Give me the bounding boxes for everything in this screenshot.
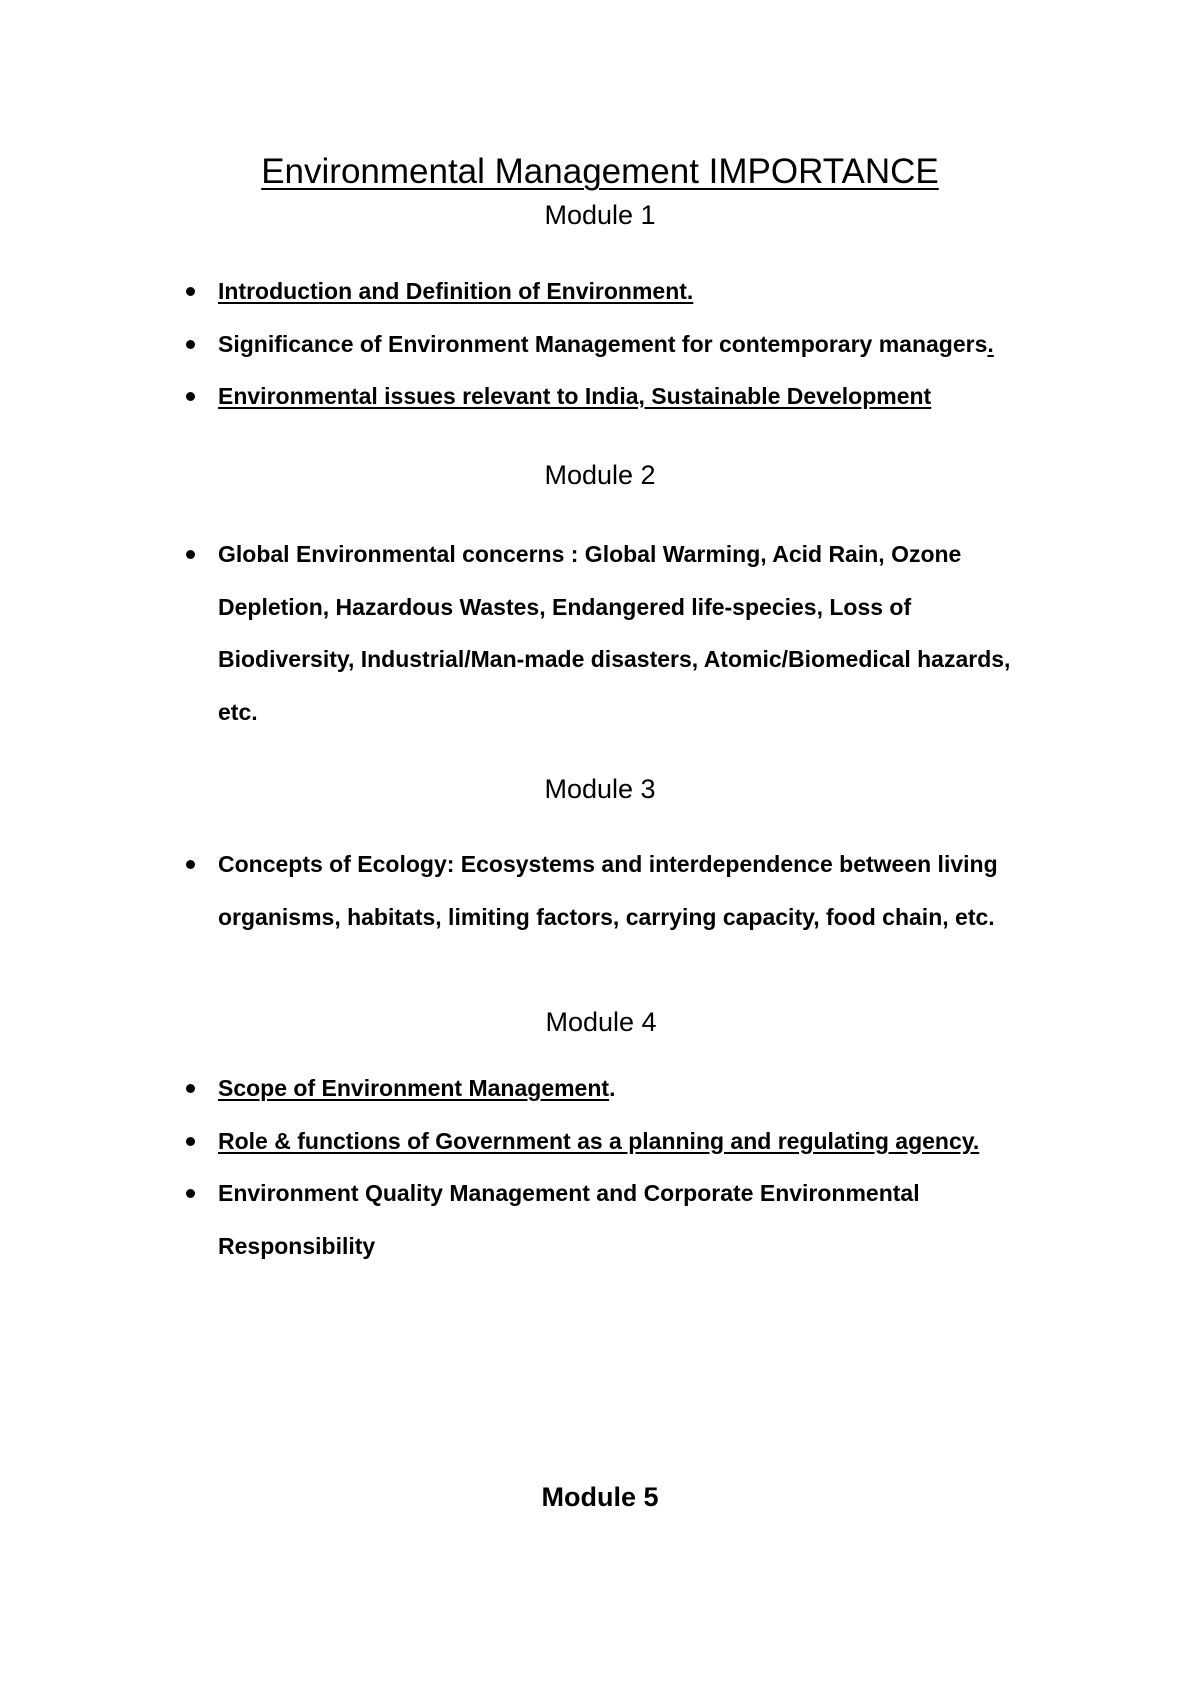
list-item-text: Introduction and Definition of Environment. [218,278,694,304]
list-item [182,1115,1062,1168]
list-item-text: Environment Quality Management and Corporate Environmental Responsibility [218,1180,920,1259]
bullet-icon [186,1189,195,1198]
document-title [0,150,1200,194]
bullet-icon [186,1084,195,1093]
list-item-text: Scope of Environment Management [218,1075,610,1101]
list-item [182,265,1102,318]
list-item [182,1167,1062,1272]
module-4-heading: Module 4 [545,1007,657,1037]
module-3-heading: Module 3 [544,774,656,804]
module-2-list [182,528,1052,738]
document-title-text: Environmental Management IMPORTANCE [261,152,939,191]
list-item-trail: . [987,330,994,357]
list-item-text: Environmental issues relevant to India, Sustainable Development [218,383,932,409]
module-5-heading: Module 5 [541,1482,659,1512]
list-item [182,528,1052,738]
bullet-icon [186,1137,195,1146]
list-item-text: Role & functions of Government as a planning and regulating agency. [218,1127,980,1154]
module-2-heading: Module 2 [544,460,656,490]
bullet-icon [186,287,195,296]
list-item [182,318,1102,371]
list-item [182,1062,1062,1115]
list-item [182,370,1102,423]
module-1-list [182,265,1102,423]
list-item-text: Concepts of Ecology: Ecosystems and interdependence between living organisms, habitats, limiting factors, carrying capacity, food chain, etc. [218,851,998,930]
list-item-text: Global Environmental concerns : Global Warming, Acid Rain, Ozone Depletion, Hazardous Wastes, Endangered life-species, Loss of Biodiversity, Industrial/Man-made disasters, Atomic/Biomedical hazards, etc. [218,541,1011,725]
list-item-trail: . [609,1075,616,1101]
module-1-heading: Module 1 [544,200,656,230]
bullet-icon [186,340,195,349]
bullet-icon [186,860,195,869]
list-item-text: Significance of Environment Management for contemporary managers [218,330,988,357]
module-4-list [182,1062,1062,1272]
list-item [182,838,1102,943]
module-3-list [182,838,1102,943]
bullet-icon [186,392,195,401]
bullet-icon [186,550,195,559]
